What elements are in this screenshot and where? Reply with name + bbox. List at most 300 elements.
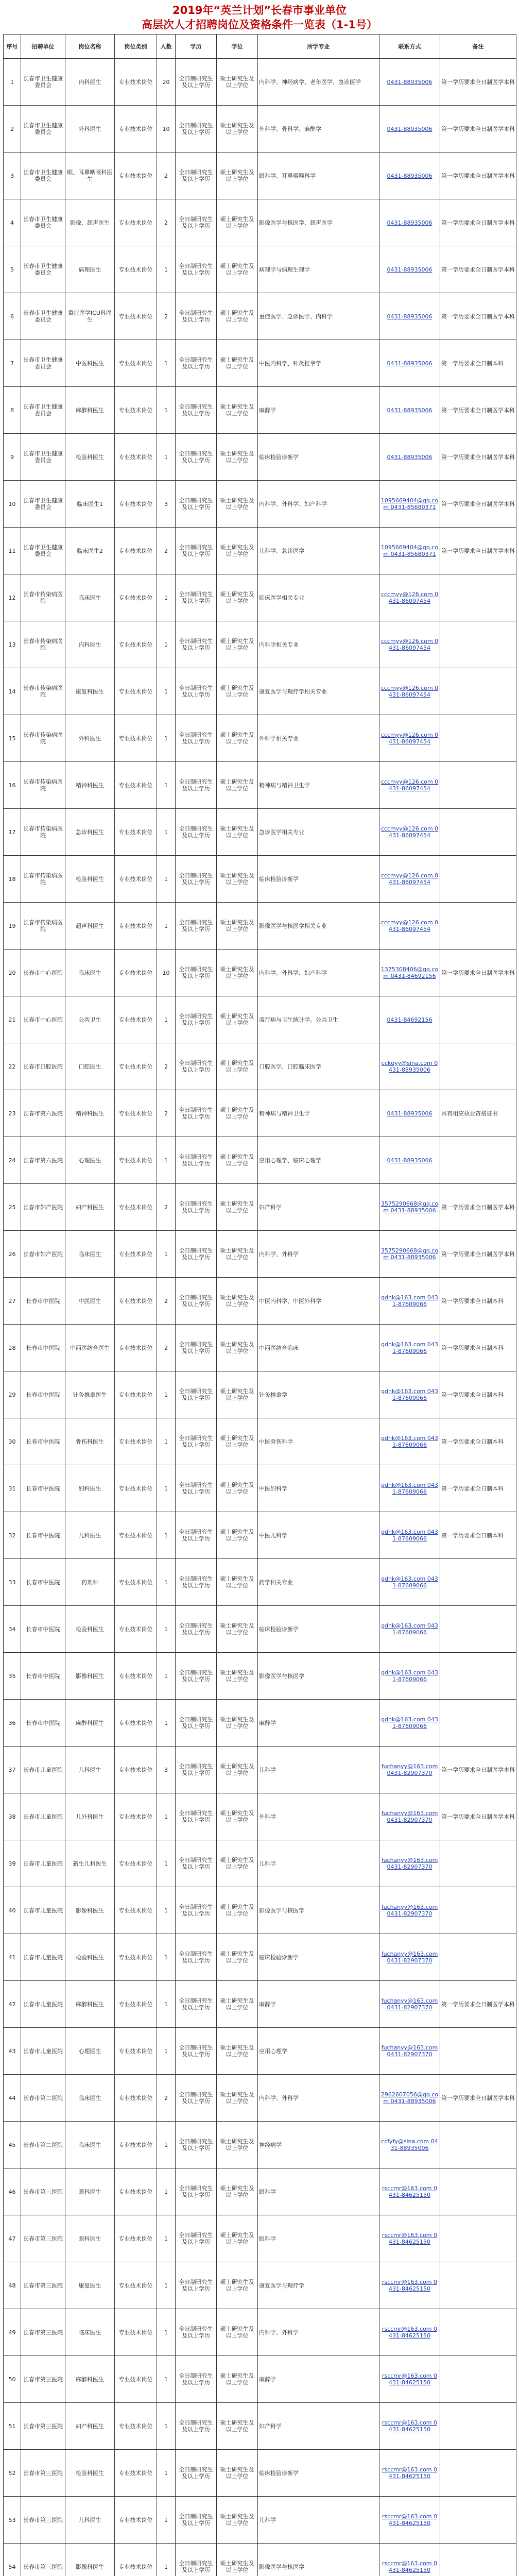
cell-edu: 全日制研究生及以上学历 xyxy=(176,293,217,340)
table-row xyxy=(4,2497,516,2544)
cell-no: 13 xyxy=(4,621,21,668)
cell-degree: 硕士研究生及以上学位 xyxy=(217,387,258,434)
table-row xyxy=(4,1512,516,1559)
cell-note: 第一学历要求全日制本科 xyxy=(440,340,516,387)
cell-major: 临床检验诊断学 xyxy=(258,856,379,903)
cell-edu: 全日制研究生及以上学历 xyxy=(176,199,217,246)
cell-note: 第一学历要求全日制医学本科 xyxy=(440,1747,516,1793)
cell-major: 内科学、外科学、妇产科学 xyxy=(258,481,379,528)
cell-type: 专业技术岗位 xyxy=(115,1184,157,1231)
cell-type: 专业技术岗位 xyxy=(115,1653,157,1700)
cell-contact[interactable]: cckqyy@sina.com 0431-88935006 xyxy=(379,1043,440,1090)
cell-unit: 长春市传染病医院 xyxy=(21,903,65,950)
cell-count: 10 xyxy=(157,106,176,152)
cell-degree: 硕士研究生及以上学位 xyxy=(217,715,258,762)
cell-unit: 长春市第三医院 xyxy=(21,2497,65,2544)
cell-major: 外科学 xyxy=(258,1793,379,1840)
cell-count: 1 xyxy=(157,1137,176,1184)
cell-degree: 硕士研究生及以上学位 xyxy=(217,1559,258,1606)
cell-contact[interactable]: rsccmr@163.com 0431-84625150 xyxy=(379,2262,440,2309)
cell-contact[interactable]: fuchanyy@163.com 0431-82907370 xyxy=(379,1887,440,1934)
cell-count: 1 xyxy=(157,2215,176,2262)
cell-major: 临床检验诊断学 xyxy=(258,1606,379,1653)
cell-contact[interactable]: fuchanyy@163.com 0431-82907370 xyxy=(379,1747,440,1793)
cell-contact[interactable]: 0431-88935006 xyxy=(379,434,440,481)
cell-type: 专业技术岗位 xyxy=(115,1793,157,1840)
cell-contact[interactable]: rsccmr@163.com 0431-84625150 xyxy=(379,2309,440,2356)
col-header-unit: 招聘单位 xyxy=(21,35,65,59)
table-row xyxy=(4,2450,516,2497)
col-header-degree: 学位 xyxy=(217,35,258,59)
cell-degree: 硕士研究生及以上学位 xyxy=(217,59,258,106)
cell-edu: 全日制研究生及以上学历 xyxy=(176,2215,217,2262)
cell-count: 1 xyxy=(157,1934,176,1981)
cell-contact[interactable]: cccmyy@126.com 0431-86097454 xyxy=(379,715,440,762)
cell-major: 麻醉学 xyxy=(258,1981,379,2028)
cell-contact[interactable]: cccmyy@126.com 0431-86097454 xyxy=(379,762,440,809)
cell-edu: 全日制研究生及以上学历 xyxy=(176,996,217,1043)
cell-type: 专业技术岗位 xyxy=(115,2544,157,2576)
cell-degree: 硕士研究生及以上学位 xyxy=(217,621,258,668)
table-row xyxy=(4,1700,516,1747)
cell-count: 1 xyxy=(157,996,176,1043)
table-row xyxy=(4,1934,516,1981)
cell-major: 内科学、外科学 xyxy=(258,1231,379,1278)
cell-note: 第一学历要求全日制本科 xyxy=(440,1325,516,1371)
cell-unit: 长春市第三医院 xyxy=(21,2403,65,2450)
cell-post: 临床医生 xyxy=(65,2122,115,2168)
cell-contact[interactable]: cccmyy@126.com 0431-86097454 xyxy=(379,668,440,715)
cell-note: 第一学历要求全日制医学本科 xyxy=(440,1981,516,2028)
cell-contact[interactable]: rsccmr@163.com 0431-84625150 xyxy=(379,2215,440,2262)
cell-degree: 硕士研究生及以上学位 xyxy=(217,903,258,950)
cell-unit: 长春市妇产医院 xyxy=(21,1184,65,1231)
cell-unit: 长春市中医院 xyxy=(21,1465,65,1512)
cell-type: 专业技术岗位 xyxy=(115,528,157,574)
cell-contact[interactable]: 1375308406@qq.com 0431-84692156 xyxy=(379,950,440,996)
cell-degree: 硕士研究生及以上学位 xyxy=(217,1043,258,1090)
cell-contact[interactable]: cccmyy@126.com 0431-86097454 xyxy=(379,574,440,621)
cell-note: 第一学历要求全日制医学本科 xyxy=(440,246,516,293)
cell-no: 20 xyxy=(4,950,21,996)
table-row xyxy=(4,2028,516,2075)
cell-contact[interactable]: rsccmr@163.com 0431-84625150 xyxy=(379,2403,440,2450)
cell-type: 专业技术岗位 xyxy=(115,1606,157,1653)
cell-unit: 长春市儿童医院 xyxy=(21,1887,65,1934)
cell-degree: 硕士研究生及以上学位 xyxy=(217,481,258,528)
cell-contact[interactable]: gdnk@163.com 0431-87609066 xyxy=(379,1325,440,1371)
cell-type: 专业技术岗位 xyxy=(115,1512,157,1559)
cell-edu: 全日制研究生及以上学历 xyxy=(176,2262,217,2309)
cell-post: 眼科医生 xyxy=(65,2215,115,2262)
cell-contact[interactable]: 1095669404@qq.com 0431-85680371 xyxy=(379,481,440,528)
table-row xyxy=(4,856,516,903)
cell-no: 17 xyxy=(4,809,21,856)
cell-contact[interactable]: 0431-84692156 xyxy=(379,996,440,1043)
cell-major: 影像医学与核医学 xyxy=(258,2544,379,2576)
cell-type: 专业技术岗位 xyxy=(115,1043,157,1090)
cell-degree: 硕士研究生及以上学位 xyxy=(217,2215,258,2262)
cell-major: 临床检验诊断学 xyxy=(258,1934,379,1981)
cell-note xyxy=(440,2450,516,2497)
cell-degree: 硕士研究生及以上学位 xyxy=(217,1325,258,1371)
cell-type: 专业技术岗位 xyxy=(115,668,157,715)
cell-contact[interactable]: fuchanyy@163.com 0431-82907370 xyxy=(379,2028,440,2075)
cell-post: 临床医生 xyxy=(65,2075,115,2122)
cell-contact[interactable]: 0431-88935006 xyxy=(379,199,440,246)
cell-contact[interactable]: rsccmr@163.com 0431-84625150 xyxy=(379,2497,440,2544)
table-row xyxy=(4,1606,516,1653)
cell-degree: 硕士研究生及以上学位 xyxy=(217,762,258,809)
cell-major: 药学相关专业 xyxy=(258,1559,379,1606)
cell-contact[interactable]: gdnk@163.com 0431-87609066 xyxy=(379,1700,440,1747)
cell-unit: 长春市传染病医院 xyxy=(21,715,65,762)
cell-edu: 全日制研究生及以上学历 xyxy=(176,1137,217,1184)
cell-unit: 长春市第三医院 xyxy=(21,2544,65,2576)
cell-edu: 全日制研究生及以上学历 xyxy=(176,1090,217,1137)
cell-contact[interactable]: fuchanyy@163.com 0431-82907370 xyxy=(379,1840,440,1887)
table-row xyxy=(4,1887,516,1934)
cell-type: 专业技术岗位 xyxy=(115,106,157,152)
cell-edu: 全日制研究生及以上学历 xyxy=(176,1184,217,1231)
page-title: 2019年“英兰计划”长春市事业单位 xyxy=(172,4,347,16)
table-row xyxy=(4,950,516,996)
cell-no: 2 xyxy=(4,106,21,152)
cell-contact[interactable]: fuchanyy@163.com 0431-82907370 xyxy=(379,1934,440,1981)
cell-post: 中西医结合医生 xyxy=(65,1325,115,1371)
cell-unit: 长春市第六医院 xyxy=(21,1137,65,1184)
cell-type: 专业技术岗位 xyxy=(115,1934,157,1981)
cell-major: 妇产科学 xyxy=(258,1184,379,1231)
cell-major: 神经病学 xyxy=(258,2122,379,2168)
cell-no: 36 xyxy=(4,1700,21,1747)
cell-contact[interactable]: rsccmr@163.com 0431-84625150 xyxy=(379,2544,440,2576)
cell-degree: 硕士研究生及以上学位 xyxy=(217,1090,258,1137)
cell-contact[interactable]: 0431-88935006 xyxy=(379,1137,440,1184)
cell-count: 1 xyxy=(157,762,176,809)
cell-no: 34 xyxy=(4,1606,21,1653)
cell-type: 专业技术岗位 xyxy=(115,1840,157,1887)
cell-no: 8 xyxy=(4,387,21,434)
cell-edu: 全日制研究生及以上学历 xyxy=(176,1981,217,2028)
table-row xyxy=(4,106,516,152)
cell-unit: 长春市妇产医院 xyxy=(21,1231,65,1278)
cell-contact[interactable]: rsccmr@163.com 0431-84625150 xyxy=(379,2450,440,2497)
cell-degree: 硕士研究生及以上学位 xyxy=(217,1184,258,1231)
cell-count: 1 xyxy=(157,1231,176,1278)
cell-major: 眼科学 xyxy=(258,2215,379,2262)
cell-type: 专业技术岗位 xyxy=(115,574,157,621)
cell-edu: 全日制研究生及以上学历 xyxy=(176,1747,217,1793)
cell-type: 专业技术岗位 xyxy=(115,1137,157,1184)
cell-degree: 硕士研究生及以上学位 xyxy=(217,2075,258,2122)
cell-post: 心理医生 xyxy=(65,1137,115,1184)
cell-edu: 全日制研究生及以上学历 xyxy=(176,2028,217,2075)
cell-no: 16 xyxy=(4,762,21,809)
table-row xyxy=(4,903,516,950)
cell-contact[interactable]: 0431-88935006 xyxy=(379,152,440,199)
table-row xyxy=(4,528,516,574)
cell-degree: 硕士研究生及以上学位 xyxy=(217,574,258,621)
cell-count: 1 xyxy=(157,1606,176,1653)
cell-note: 第一学历要求全日制医学本科 xyxy=(440,387,516,434)
cell-note xyxy=(440,574,516,621)
cell-edu: 全日制研究生及以上学历 xyxy=(176,2544,217,2576)
cell-count: 2 xyxy=(157,528,176,574)
cell-contact[interactable]: 0431-88935006 xyxy=(379,293,440,340)
cell-note: 第一学历要求全日制医学本科 xyxy=(440,59,516,106)
cell-degree: 硕士研究生及以上学位 xyxy=(217,1653,258,1700)
cell-contact[interactable]: 0431-88935006 xyxy=(379,340,440,387)
cell-post: 妇科医生 xyxy=(65,1465,115,1512)
cell-no: 31 xyxy=(4,1465,21,1512)
cell-major: 康复医学与理疗学 xyxy=(258,2262,379,2309)
cell-note xyxy=(440,2262,516,2309)
cell-contact[interactable]: 0431-88935006 xyxy=(379,1090,440,1137)
cell-contact[interactable]: 0431-88935006 xyxy=(379,59,440,106)
cell-contact[interactable]: fuchanyy@163.com 0431-82907370 xyxy=(379,1981,440,2028)
table-row xyxy=(4,481,516,528)
cell-edu: 全日制研究生及以上学历 xyxy=(176,387,217,434)
cell-post: 内科医生 xyxy=(65,59,115,106)
cell-contact[interactable]: fuchanyy@163.com 0431-82907370 xyxy=(379,1793,440,1840)
cell-count: 20 xyxy=(157,59,176,106)
cell-unit: 长春市儿童医院 xyxy=(21,1793,65,1840)
cell-post: 检验科医生 xyxy=(65,1606,115,1653)
cell-major: 外科学相关专业 xyxy=(258,715,379,762)
cell-post: 临床医生 xyxy=(65,2309,115,2356)
cell-degree: 硕士研究生及以上学位 xyxy=(217,434,258,481)
cell-edu: 全日制研究生及以上学历 xyxy=(176,434,217,481)
cell-note xyxy=(440,809,516,856)
cell-contact[interactable]: gdnk@163.com 0431-87609066 xyxy=(379,1653,440,1700)
table-row xyxy=(4,2215,516,2262)
cell-contact[interactable]: cccmyy@126.com 0431-86097454 xyxy=(379,903,440,950)
cell-unit: 长春市中医院 xyxy=(21,1653,65,1700)
cell-no: 33 xyxy=(4,1559,21,1606)
cell-type: 专业技术岗位 xyxy=(115,2309,157,2356)
cell-degree: 硕士研究生及以上学位 xyxy=(217,106,258,152)
cell-degree: 硕士研究生及以上学位 xyxy=(217,1606,258,1653)
table-row xyxy=(4,2262,516,2309)
recruitment-table xyxy=(3,34,516,2576)
cell-post: 公共卫生 xyxy=(65,996,115,1043)
cell-unit: 长春市儿童医院 xyxy=(21,1840,65,1887)
cell-type: 专业技术岗位 xyxy=(115,2028,157,2075)
cell-contact[interactable]: gdnk@163.com 0431-87609066 xyxy=(379,1465,440,1512)
cell-no: 15 xyxy=(4,715,21,762)
cell-unit: 长春市卫生健康委员会 xyxy=(21,340,65,387)
cell-count: 1 xyxy=(157,1981,176,2028)
cell-unit: 长春市卫生健康委员会 xyxy=(21,199,65,246)
cell-major: 麻醉学 xyxy=(258,387,379,434)
table-row xyxy=(4,1137,516,1184)
cell-note xyxy=(440,2215,516,2262)
cell-unit: 长春市儿童医院 xyxy=(21,1747,65,1793)
cell-contact[interactable]: cccmyy@126.com 0431-86097454 xyxy=(379,621,440,668)
cell-edu: 全日制研究生及以上学历 xyxy=(176,2309,217,2356)
cell-degree: 硕士研究生及以上学位 xyxy=(217,2028,258,2075)
cell-post: 临床医生 xyxy=(65,950,115,996)
cell-type: 专业技术岗位 xyxy=(115,1981,157,2028)
cell-no: 38 xyxy=(4,1793,21,1840)
col-header-edu: 学历 xyxy=(176,35,217,59)
cell-contact[interactable]: gdnk@163.com 0431-87609066 xyxy=(379,1371,440,1418)
cell-type: 专业技术岗位 xyxy=(115,1231,157,1278)
cell-post: 检验科医生 xyxy=(65,856,115,903)
cell-type: 专业技术岗位 xyxy=(115,434,157,481)
cell-contact[interactable]: 3575290668@qq.com 0431-88935006 xyxy=(379,1231,440,1278)
cell-contact[interactable]: gdnk@163.com 0431-87609066 xyxy=(379,1606,440,1653)
cell-contact[interactable]: cccmyy@126.com 0431-86097454 xyxy=(379,809,440,856)
cell-contact[interactable]: 1095669404@qq.com 0431-85680371 xyxy=(379,528,440,574)
cell-unit: 长春市第三医院 xyxy=(21,2215,65,2262)
cell-no: 40 xyxy=(4,1887,21,1934)
cell-edu: 全日制研究生及以上学历 xyxy=(176,715,217,762)
cell-post: 康复医生 xyxy=(65,2262,115,2309)
cell-type: 专业技术岗位 xyxy=(115,340,157,387)
cell-count: 2 xyxy=(157,1184,176,1231)
cell-degree: 硕士研究生及以上学位 xyxy=(217,1137,258,1184)
cell-edu: 全日制研究生及以上学历 xyxy=(176,1887,217,1934)
cell-unit: 长春市卫生健康委员会 xyxy=(21,152,65,199)
cell-degree: 硕士研究生及以上学位 xyxy=(217,1418,258,1465)
cell-no: 39 xyxy=(4,1840,21,1887)
cell-count: 1 xyxy=(157,2028,176,2075)
table-row xyxy=(4,387,516,434)
cell-degree: 硕士研究生及以上学位 xyxy=(217,2403,258,2450)
cell-no: 11 xyxy=(4,528,21,574)
cell-major: 针灸推拿学 xyxy=(258,1371,379,1418)
cell-contact[interactable]: 0431-88935006 xyxy=(379,106,440,152)
cell-note: 第一学历要求全日制本科 xyxy=(440,1371,516,1418)
cell-post: 儿科医生 xyxy=(65,2497,115,2544)
cell-contact[interactable]: 0431-88935006 xyxy=(379,387,440,434)
table-row xyxy=(4,1418,516,1465)
cell-no: 53 xyxy=(4,2497,21,2544)
cell-type: 专业技术岗位 xyxy=(115,199,157,246)
table-row xyxy=(4,2403,516,2450)
cell-contact[interactable]: 0431-88935006 xyxy=(379,246,440,293)
cell-edu: 全日制研究生及以上学历 xyxy=(176,1793,217,1840)
cell-unit: 长春市第三医院 xyxy=(21,2168,65,2215)
cell-no: 26 xyxy=(4,1231,21,1278)
cell-edu: 全日制研究生及以上学历 xyxy=(176,1512,217,1559)
cell-count: 1 xyxy=(157,434,176,481)
cell-note: 第一学历要求全日制医学本科 xyxy=(440,293,516,340)
cell-major: 精神病与精神卫生学 xyxy=(258,1090,379,1137)
cell-contact[interactable]: ccfyfy@sina.com 0431-88935006 xyxy=(379,2122,440,2168)
cell-major: 麻醉学 xyxy=(258,1700,379,1747)
cell-type: 专业技术岗位 xyxy=(115,2168,157,2215)
cell-degree: 硕士研究生及以上学位 xyxy=(217,293,258,340)
cell-major: 影像医学与核医学相关专业 xyxy=(258,903,379,950)
cell-major: 应用心理学 xyxy=(258,2028,379,2075)
cell-type: 专业技术岗位 xyxy=(115,809,157,856)
cell-contact[interactable]: rsccmr@163.com 0431-84625150 xyxy=(379,2168,440,2215)
cell-no: 3 xyxy=(4,152,21,199)
cell-contact[interactable]: gdnk@163.com 0431-87609066 xyxy=(379,1559,440,1606)
cell-unit: 长春市第三医院 xyxy=(21,2356,65,2403)
cell-contact[interactable]: rsccmr@163.com 0431-84625150 xyxy=(379,2356,440,2403)
cell-note: 第一学历要求全日制本科 xyxy=(440,1418,516,1465)
cell-count: 10 xyxy=(157,950,176,996)
cell-count: 2 xyxy=(157,199,176,246)
cell-count: 3 xyxy=(157,1747,176,1793)
cell-major: 眼科学 xyxy=(258,2168,379,2215)
cell-post: 麻醉科医生 xyxy=(65,1700,115,1747)
cell-note xyxy=(440,2028,516,2075)
cell-type: 专业技术岗位 xyxy=(115,1887,157,1934)
cell-major: 应用心理学、临床心理学 xyxy=(258,1137,379,1184)
cell-no: 10 xyxy=(4,481,21,528)
table-row xyxy=(4,762,516,809)
table-row xyxy=(4,59,516,106)
cell-contact[interactable]: 2962607056@qq.com 0431-88935006 xyxy=(379,2075,440,2122)
cell-type: 专业技术岗位 xyxy=(115,1418,157,1465)
cell-unit: 长春市卫生健康委员会 xyxy=(21,59,65,106)
cell-no: 14 xyxy=(4,668,21,715)
cell-major: 中医内科学、中医外科学 xyxy=(258,1278,379,1325)
cell-post: 儿科医生 xyxy=(65,1512,115,1559)
cell-degree: 硕士研究生及以上学位 xyxy=(217,1465,258,1512)
cell-post: 影像科医生 xyxy=(65,2544,115,2576)
cell-unit: 长春市第三医院 xyxy=(21,2262,65,2309)
cell-degree: 硕士研究生及以上学位 xyxy=(217,199,258,246)
cell-post: 重症医学ICU科医生 xyxy=(65,293,115,340)
cell-type: 专业技术岗位 xyxy=(115,481,157,528)
cell-no: 6 xyxy=(4,293,21,340)
cell-post: 药剂科 xyxy=(65,1559,115,1606)
table-row xyxy=(4,1465,516,1512)
cell-major: 重症医学、急诊医学、内科学 xyxy=(258,293,379,340)
cell-post: 影像、超声医生 xyxy=(65,199,115,246)
cell-post: 临床医生1 xyxy=(65,481,115,528)
cell-count: 1 xyxy=(157,2403,176,2450)
cell-type: 专业技术岗位 xyxy=(115,2450,157,2497)
cell-major: 妇产科学 xyxy=(258,2403,379,2450)
table-row xyxy=(4,1043,516,1090)
cell-no: 47 xyxy=(4,2215,21,2262)
cell-post: 影像科医生 xyxy=(65,1887,115,1934)
cell-note: 第一学历要求全日制医学本科 xyxy=(440,434,516,481)
cell-degree: 硕士研究生及以上学位 xyxy=(217,1231,258,1278)
cell-count: 1 xyxy=(157,1559,176,1606)
cell-major: 临床检验诊断学 xyxy=(258,434,379,481)
cell-contact[interactable]: gdnk@163.com 0431-87609066 xyxy=(379,1418,440,1465)
cell-contact[interactable]: cccmyy@126.com 0431-86097454 xyxy=(379,856,440,903)
cell-note: 第一学历要求全日制医学本科 xyxy=(440,528,516,574)
cell-edu: 全日制研究生及以上学历 xyxy=(176,574,217,621)
cell-type: 专业技术岗位 xyxy=(115,2262,157,2309)
cell-note xyxy=(440,1840,516,1887)
cell-unit: 长春市第二医院 xyxy=(21,2122,65,2168)
cell-type: 专业技术岗位 xyxy=(115,246,157,293)
cell-contact[interactable]: gdnk@163.com 0431-87609066 xyxy=(379,1512,440,1559)
cell-major: 康复医学与理疗学相关专业 xyxy=(258,668,379,715)
cell-note xyxy=(440,2356,516,2403)
cell-unit: 长春市卫生健康委员会 xyxy=(21,106,65,152)
cell-unit: 长春市中医院 xyxy=(21,1418,65,1465)
cell-major: 中医儿科学 xyxy=(258,1512,379,1559)
cell-contact[interactable]: 3575290668@qq.com 0431-88935006 xyxy=(379,1184,440,1231)
cell-major: 流行病与卫生统计学、公共卫生 xyxy=(258,996,379,1043)
cell-contact[interactable]: gdnk@163.com 0431-87609066 xyxy=(379,1278,440,1325)
cell-no: 49 xyxy=(4,2309,21,2356)
cell-degree: 硕士研究生及以上学位 xyxy=(217,340,258,387)
table-row xyxy=(4,152,516,199)
cell-note xyxy=(440,715,516,762)
